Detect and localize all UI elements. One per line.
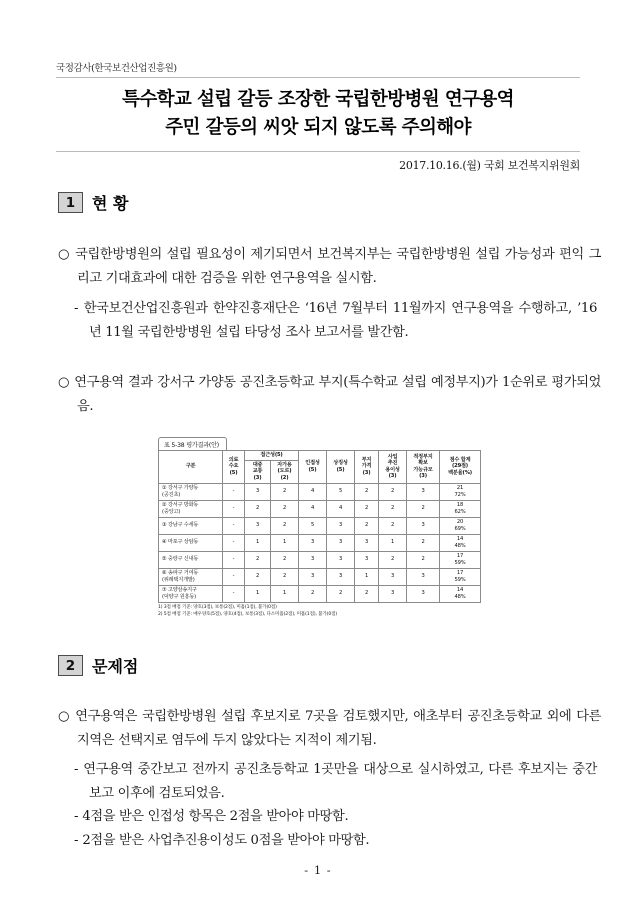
cell-land-scale: 3 bbox=[407, 517, 440, 534]
cell-land-scale: 2 bbox=[407, 534, 440, 551]
cell-adjacency: 2 bbox=[299, 585, 327, 602]
cell-land-price: 2 bbox=[355, 585, 379, 602]
cell-site-label: ① 강서구 가양동 (공진초) bbox=[159, 483, 223, 500]
cell-project-feasibility: 2 bbox=[379, 551, 407, 568]
dash-marker: - bbox=[74, 762, 79, 777]
dateline: 2017.10.16.(월) 국회 보건복지위원회 bbox=[399, 159, 580, 173]
cell-land-price: 3 bbox=[355, 534, 379, 551]
cell-public-transit: 2 bbox=[245, 551, 271, 568]
cell-symbolism: 2 bbox=[327, 585, 355, 602]
cell-project-feasibility: 2 bbox=[379, 500, 407, 517]
paragraph-s2-p1-text: 연구용역은 국립한방병원 설립 후보지로 7곳을 검토했지만, 애초부터 공진초등학교 외에 다른 지역은 선택지로 염두에 두지 않았다는 지적이 제기됨. bbox=[75, 709, 601, 748]
cell-private-car: 2 bbox=[271, 517, 299, 534]
cell-public-transit: 1 bbox=[245, 585, 271, 602]
cell-land-price: 2 bbox=[355, 483, 379, 500]
cell-symbolism: 4 bbox=[327, 500, 355, 517]
th-symbolism: 상징성 (5) bbox=[327, 451, 355, 484]
table-row bbox=[159, 517, 481, 534]
table-row bbox=[159, 568, 481, 585]
cell-total-score: 17 59% bbox=[440, 551, 481, 568]
cell-site-label: ⑥ 송파구 거여동 (위례택지개발) bbox=[159, 568, 223, 585]
bullet-marker: ○ bbox=[58, 709, 71, 724]
paragraph-s1-p1-text: 국립한방병원의 설립 필요성이 제기되면서 보건복지부는 국립한방병원 설립 가능성과 편익 그리고 기대효과에 대한 검증을 위한 연구용역을 실시함. bbox=[75, 247, 601, 286]
bullet-marker: ○ bbox=[58, 247, 71, 262]
paragraph-s2-p4 bbox=[74, 829, 597, 853]
cell-private-car: 2 bbox=[271, 483, 299, 500]
cell-adjacency: 4 bbox=[299, 483, 327, 500]
title-block bbox=[56, 86, 580, 173]
table-row bbox=[159, 585, 481, 602]
cell-site-label: ④ 마포구 상암동 bbox=[159, 534, 223, 551]
section-number-1: 1 bbox=[58, 192, 83, 213]
cell-site-label: ③ 강남구 수세동 bbox=[159, 517, 223, 534]
cell-symbolism: 3 bbox=[327, 517, 355, 534]
cell-project-feasibility: 1 bbox=[379, 534, 407, 551]
th-project-feasibility: 사업 추진 용이성 (3) bbox=[379, 451, 407, 484]
figure-caption: 표 5-38 평가결과(안) bbox=[158, 437, 227, 450]
th-adjacency: 인접성 (5) bbox=[299, 451, 327, 484]
table-row bbox=[159, 551, 481, 568]
cell-public-transit: 1 bbox=[245, 534, 271, 551]
cell-site-label: ⑤ 중랑구 신내동 bbox=[159, 551, 223, 568]
cell-total-score: 14 48% bbox=[440, 534, 481, 551]
cell-adjacency: 3 bbox=[299, 551, 327, 568]
cell-project-feasibility: 3 bbox=[379, 585, 407, 602]
cell-private-car: 1 bbox=[271, 534, 299, 551]
figure-note-2: 2) 5점 배점 기준: 매우양호(5점), 양호(4점), 보통(3점), 다소미흡(2점), 미흡(1점), 불가(0점) bbox=[158, 611, 338, 617]
paragraph-s2-p4-text: 2점을 받은 사업추진용이성도 0점을 받아야 마땅함. bbox=[82, 833, 370, 848]
cell-total-score: 18 62% bbox=[440, 500, 481, 517]
cell-land-scale: 3 bbox=[407, 568, 440, 585]
cell-symbolism: 5 bbox=[327, 483, 355, 500]
th-medical-demand: 의료 수요 (5) bbox=[223, 451, 245, 484]
cell-medical-demand: - bbox=[223, 500, 245, 517]
th-land-price: 부지 가격 (3) bbox=[355, 451, 379, 484]
evaluation-table bbox=[158, 450, 481, 603]
cell-land-price: 2 bbox=[355, 500, 379, 517]
page-number: - 1 - bbox=[304, 863, 332, 877]
paragraph-s1-p3-text: 연구용역 결과 강서구 가양동 공진초등학교 부지(특수학교 설립 예정부지)가 1순위로 평가되었음. bbox=[74, 375, 601, 414]
cell-medical-demand: - bbox=[223, 483, 245, 500]
cell-public-transit: 2 bbox=[245, 500, 271, 517]
title-divider bbox=[56, 151, 580, 152]
cell-land-price: 1 bbox=[355, 568, 379, 585]
dash-marker: - bbox=[74, 809, 79, 824]
cell-medical-demand: - bbox=[223, 534, 245, 551]
evaluation-table-figure bbox=[158, 431, 480, 618]
cell-adjacency: 3 bbox=[299, 568, 327, 585]
figure-notes bbox=[158, 605, 480, 619]
cell-adjacency: 4 bbox=[299, 500, 327, 517]
th-public-transit: 대중 교통 (3) bbox=[245, 460, 271, 483]
cell-land-price: 3 bbox=[355, 551, 379, 568]
cell-land-scale: 2 bbox=[407, 551, 440, 568]
th-division: 구분 bbox=[159, 451, 223, 484]
section-number-2: 2 bbox=[58, 655, 83, 676]
table-row bbox=[159, 483, 481, 500]
cell-medical-demand: - bbox=[223, 551, 245, 568]
cell-total-score: 20 69% bbox=[440, 517, 481, 534]
paragraph-s1-p1 bbox=[58, 243, 601, 290]
document-title-line-2: 주민 갈등의 씨앗 되지 않도록 주의해야 bbox=[165, 117, 471, 139]
paragraph-s1-p2 bbox=[74, 297, 597, 344]
table-row bbox=[159, 500, 481, 517]
paragraph-s1-p2-text: 한국보건산업진흥원과 한약진흥재단은 ‘16년 7월부터 11월까지 연구용역을 수행하고, ’16년 11월 국립한방병원 설립 타당성 조사 보고서를 발간함. bbox=[83, 301, 598, 340]
table-row bbox=[159, 534, 481, 551]
cell-adjacency: 3 bbox=[299, 534, 327, 551]
cell-private-car: 2 bbox=[271, 568, 299, 585]
cell-total-score: 21 72% bbox=[440, 483, 481, 500]
cell-site-label: ② 강서구 방화동 (중앙고) bbox=[159, 500, 223, 517]
section-heading-1 bbox=[58, 191, 128, 214]
cell-public-transit: 3 bbox=[245, 483, 271, 500]
section-title-1: 현 황 bbox=[92, 194, 129, 213]
paragraph-s2-p3-text: 4점을 받은 인접성 항목은 2점을 받아야 마땅함. bbox=[82, 809, 349, 824]
cell-public-transit: 2 bbox=[245, 568, 271, 585]
cell-symbolism: 3 bbox=[327, 568, 355, 585]
paragraph-s2-p1 bbox=[58, 705, 601, 752]
cell-land-scale: 2 bbox=[407, 500, 440, 517]
cell-symbolism: 3 bbox=[327, 534, 355, 551]
th-private-car: 자가용 (도로) (2) bbox=[271, 460, 299, 483]
document-title-line-1: 특수학교 설립 갈등 조장한 국립한방병원 연구용역 bbox=[122, 89, 514, 110]
cell-land-scale: 3 bbox=[407, 483, 440, 500]
running-head-text: 국정감사(한국보건산업진흥원) bbox=[56, 63, 177, 74]
dash-marker: - bbox=[74, 301, 79, 316]
bullet-marker: ○ bbox=[58, 375, 70, 390]
dash-marker: - bbox=[74, 833, 79, 848]
cell-medical-demand: - bbox=[223, 517, 245, 534]
cell-private-car: 2 bbox=[271, 500, 299, 517]
running-head-divider bbox=[56, 77, 580, 78]
cell-land-scale: 3 bbox=[407, 585, 440, 602]
cell-adjacency: 5 bbox=[299, 517, 327, 534]
cell-private-car: 2 bbox=[271, 551, 299, 568]
th-total-score: 점수 합계 (29점) 백분율(%) bbox=[440, 451, 481, 484]
cell-symbolism: 3 bbox=[327, 551, 355, 568]
paragraph-s2-p3 bbox=[74, 805, 597, 829]
running-head bbox=[56, 60, 580, 78]
section-title-2: 문제점 bbox=[92, 657, 139, 676]
cell-total-score: 17 59% bbox=[440, 568, 481, 585]
table-header-row-1 bbox=[159, 451, 481, 461]
paragraph-s1-p3 bbox=[58, 371, 601, 418]
th-accessibility-group: 접근성(5) bbox=[245, 451, 299, 461]
paragraph-s2-p2-text: 연구용역 중간보고 전까지 공진초등학교 1곳만을 대상으로 실시하였고, 다른 후보지는 중간보고 이후에 검토되었음. bbox=[83, 762, 597, 801]
th-land-scale: 적정부지 확보 가능규모 (3) bbox=[407, 451, 440, 484]
figure-note-1: 1) 3점 배점 기준: 양호(3점), 보통(2점), 미흡(1점), 불가(0점) bbox=[158, 604, 277, 610]
cell-project-feasibility: 2 bbox=[379, 517, 407, 534]
cell-public-transit: 3 bbox=[245, 517, 271, 534]
cell-medical-demand: - bbox=[223, 568, 245, 585]
paragraph-s2-p2 bbox=[74, 758, 597, 805]
cell-private-car: 1 bbox=[271, 585, 299, 602]
cell-project-feasibility: 3 bbox=[379, 568, 407, 585]
cell-site-label: ⑦ 고양삼송지구 (덕양구 원흥동) bbox=[159, 585, 223, 602]
evaluation-table-body bbox=[159, 483, 481, 602]
cell-land-price: 2 bbox=[355, 517, 379, 534]
cell-project-feasibility: 2 bbox=[379, 483, 407, 500]
section-heading-2 bbox=[58, 654, 138, 677]
cell-total-score: 14 48% bbox=[440, 585, 481, 602]
cell-medical-demand: - bbox=[223, 585, 245, 602]
